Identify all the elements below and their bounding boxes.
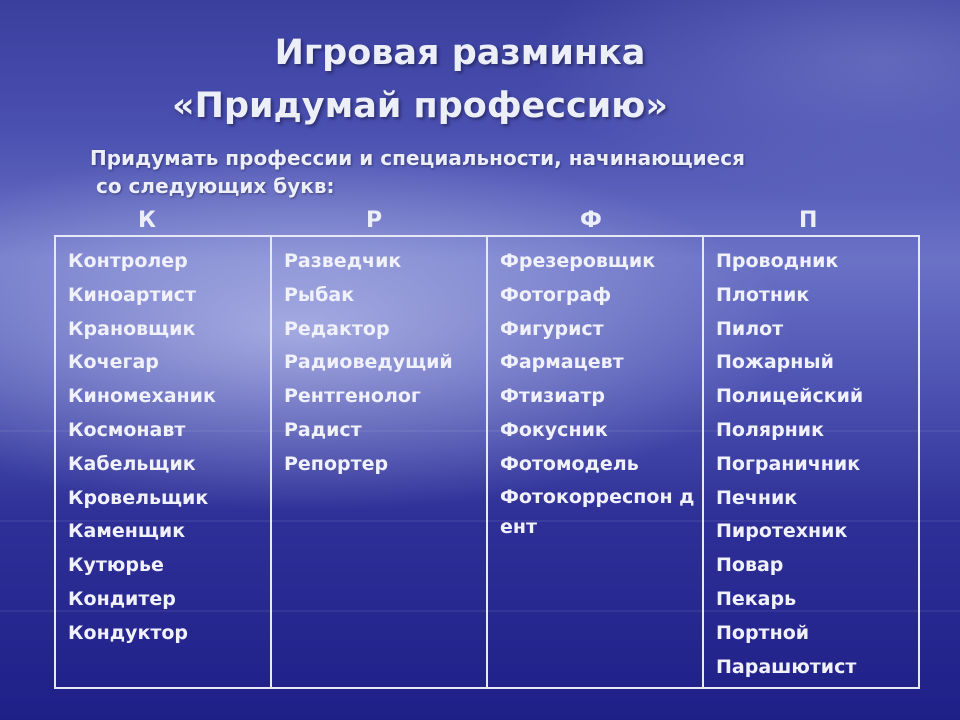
column-letter-f: Ф	[580, 208, 602, 233]
list-item: Кровельщик	[68, 486, 209, 509]
list-item: Повар	[716, 554, 784, 577]
list-item: Пиротехник	[716, 520, 848, 543]
list-item: Фигурист	[500, 317, 604, 340]
list-item: Портной	[716, 621, 810, 644]
column-k	[56, 237, 272, 687]
column-r	[272, 237, 488, 687]
list-item: Плотник	[716, 283, 810, 306]
column-letters	[54, 208, 920, 236]
list-item: Полярник	[716, 418, 825, 441]
list-item: Кутюрье	[68, 554, 164, 577]
list-item: Кондуктор	[68, 621, 189, 644]
list-item: Фотомодель	[500, 452, 639, 475]
list-item: Разведчик	[284, 250, 402, 272]
list-item: Фотограф	[500, 283, 612, 306]
list-item: Каменщик	[68, 520, 186, 543]
list-item: Парашютист	[716, 655, 857, 678]
list-item: Полицейский	[716, 385, 864, 408]
list-item: Радиоведущий	[284, 351, 453, 374]
list-item: Редактор	[284, 317, 390, 340]
list-item: Печник	[716, 486, 798, 509]
list-item: Контролер	[68, 250, 188, 272]
list-item: Фтизиатр	[500, 385, 605, 408]
list-item: Пекарь	[716, 587, 797, 610]
list-item: Фотокорреспон дент	[500, 485, 695, 538]
list-item: Крановщик	[68, 317, 196, 340]
list-item: Рентгенолог	[284, 385, 421, 408]
list-item: Кондитер	[68, 587, 176, 610]
list-item: Репортер	[284, 452, 389, 475]
slide-title-line1: Игровая разминка	[274, 33, 646, 73]
list-item: Фокусник	[500, 418, 608, 441]
list-item: Космонавт	[68, 418, 186, 441]
task-description-line1: Придумать профессии и специальности, начинающиеся	[90, 146, 745, 170]
list-item: Рыбак	[284, 283, 355, 306]
list-item: Пилот	[716, 317, 784, 340]
professions-table	[54, 235, 920, 689]
list-item: Фрезеровщик	[500, 250, 656, 272]
list-item: Кочегар	[68, 351, 159, 374]
column-letter-p: П	[799, 208, 818, 233]
task-description-line2: со следующих букв:	[96, 174, 335, 198]
task-description	[90, 144, 890, 200]
column-f	[488, 237, 704, 687]
list-item: Кабельщик	[68, 452, 196, 475]
column-p	[704, 237, 918, 687]
list-item: Пожарный	[716, 351, 834, 374]
list-item: Киноартист	[68, 283, 197, 306]
list-item: Проводник	[716, 250, 839, 272]
list-item: Киномеханик	[68, 385, 216, 408]
slide-title-line2: «Придумай профессию»	[172, 86, 668, 126]
list-item: Пограничник	[716, 452, 861, 475]
list-item: Радист	[284, 418, 362, 441]
column-letter-r: Р	[366, 208, 383, 233]
list-item: Фармацевт	[500, 351, 624, 374]
column-letter-k: К	[138, 208, 156, 233]
